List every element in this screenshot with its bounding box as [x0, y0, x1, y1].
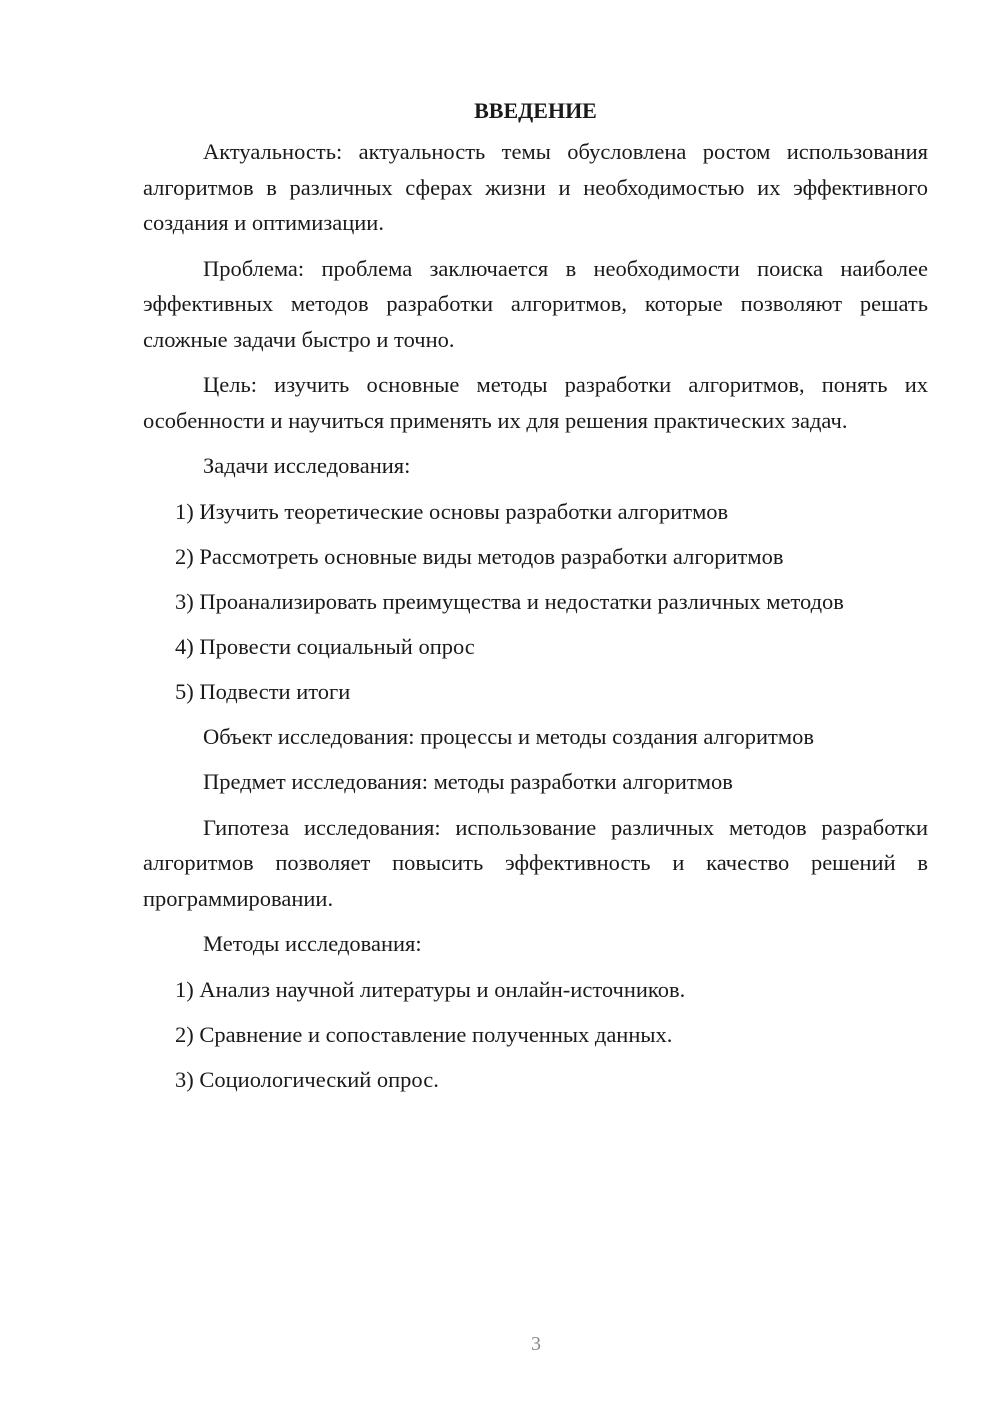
tasks-list	[143, 494, 928, 710]
list-item: 3) Социологический опрос.	[175, 1066, 439, 1092]
methods-label: Методы исследования:	[203, 931, 422, 956]
list-item: 2) Рассмотреть основные виды методов разработки алгоритмов	[175, 543, 784, 569]
methods-list	[143, 972, 928, 1098]
subject-paragraph: Предмет исследования: методы разработки алгоритмов	[203, 769, 733, 794]
hypothesis-paragraph: Гипотеза исследования: использование различных методов разработки алгоритмов позволяет повысить эффективность и качество решений в программировании.	[143, 814, 928, 911]
page-number: 3	[531, 1333, 541, 1355]
list-item: 5) Подвести итоги	[175, 678, 351, 704]
page-title: ВВЕДЕНИЕ	[474, 98, 597, 123]
list-item: 4) Провести социальный опрос	[175, 633, 475, 659]
list-item: 1) Анализ научной литературы и онлайн-источников.	[175, 976, 686, 1002]
object-paragraph: Объект исследования: процессы и методы создания алгоритмов	[203, 723, 814, 749]
relevance-paragraph: Актуальность: актуальность темы обусловлена ростом использования алгоритмов в различных сферах жизни и необходимостью их эффективного создания и оптимизации.	[143, 139, 928, 235]
page-content	[143, 92, 928, 1107]
list-item: 2) Сравнение и сопоставление полученных данных.	[175, 1021, 673, 1047]
problem-paragraph: Проблема: проблема заключается в необходимости поиска наиболее эффективных методов разработки алгоритмов, которые позволяют решать сложные задачи быстро и точно.	[143, 255, 928, 352]
goal-paragraph: Цель: изучить основные методы разработки алгоритмов, понять их особенности и научиться применять их для решения практических задач.	[143, 372, 928, 433]
tasks-label: Задачи исследования:	[203, 453, 411, 478]
list-item: 1) Изучить теоретические основы разработки алгоритмов	[175, 498, 729, 524]
list-item: 3) Проанализировать преимущества и недостатки различных методов	[175, 588, 844, 614]
